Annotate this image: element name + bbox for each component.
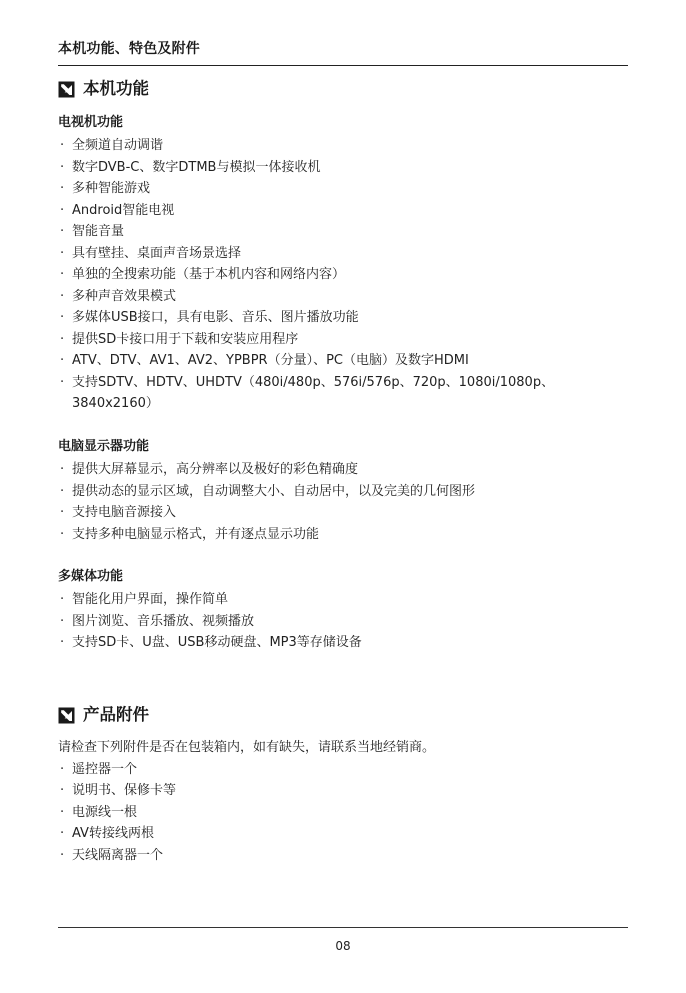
diagonal-arrow-box-icon [58,707,75,724]
list-item: · ATV、DTV、AV1、AV2、YPBPR（分量）、PC（电脑）及数字HDMI [60,353,469,368]
section-title-accessories: 产品附件 [83,705,149,724]
page-number: 08 [335,939,351,953]
header-divider [58,65,628,66]
list-item: · 具有壁挂、桌面声音场景选择 [60,245,242,261]
list-item: · 数字DVB-C、数字DTMB与模拟一体接收机 [60,159,321,175]
list-item: · 说明书、保修卡等 [60,783,177,798]
list-item: · 智能音量 [60,224,125,239]
list-item: · 多媒体USB接口，具有电影、音乐、图片播放功能 [60,310,359,325]
group-title-multimedia: 多媒体功能 [58,569,124,584]
section-title-features: 本机功能 [83,79,149,98]
list-item: · AV转接线两根 [60,826,154,841]
list-item: · 多种声音效果模式 [60,288,177,304]
multimedia-functions-group [58,568,628,654]
list-item: · 天线隔离器一个 [60,847,164,863]
section-heading-accessories [58,705,149,725]
list-item: · 提供SD卡接口用于下载和安装应用程序 [60,331,299,347]
group-title-pc-monitor: 电脑显示器功能 [58,439,150,454]
pc-monitor-functions-group [58,438,628,545]
multimedia-functions-list [58,589,628,654]
footer-divider [58,927,628,928]
page-header-title: 本机功能、特色及附件 [58,41,200,57]
list-item: · 全频道自动调谐 [60,138,164,153]
list-item: · 支持SD卡、U盘、USB移动硬盘、MP3等存储设备 [60,635,362,650]
tv-functions-group [58,114,628,415]
group-title-tv: 电视机功能 [58,115,124,130]
list-item: · 智能化用户界面，操作简单 [60,592,229,607]
list-item: · 支持电脑音源接入 [60,505,177,520]
section-heading-features [58,79,149,99]
list-item: · 电源线一根 [60,804,138,820]
list-item: · 多种智能游戏 [60,181,151,196]
list-item: · 支持SDTV、HDTV、UHDTV（480i/480p、576i/576p、720p、1080i/1080p、3840x2160） [60,374,555,411]
pc-monitor-functions-list [58,459,628,545]
list-item: · 支持多种电脑显示格式，并有逐点显示功能 [60,526,320,542]
accessories-list [58,759,628,867]
list-item: · 提供动态的显示区域，自动调整大小、自动居中，以及完美的几何图形 [60,483,476,499]
tv-functions-list [58,135,628,415]
accessories-intro: 请检查下列附件是否在包装箱内，如有缺失，请联系当地经销商。 [58,740,436,755]
diagonal-arrow-box-icon [58,81,75,98]
list-item: · 单独的全搜索功能（基于本机内容和网络内容） [60,267,346,282]
list-item: · 提供大屏幕显示，高分辨率以及极好的彩色精确度 [60,462,359,477]
list-item: · 图片浏览、音乐播放、视频播放 [60,613,255,629]
list-item: · 遥控器一个 [60,761,138,777]
accessories-group [58,737,628,866]
list-item: · Android智能电视 [60,202,175,218]
